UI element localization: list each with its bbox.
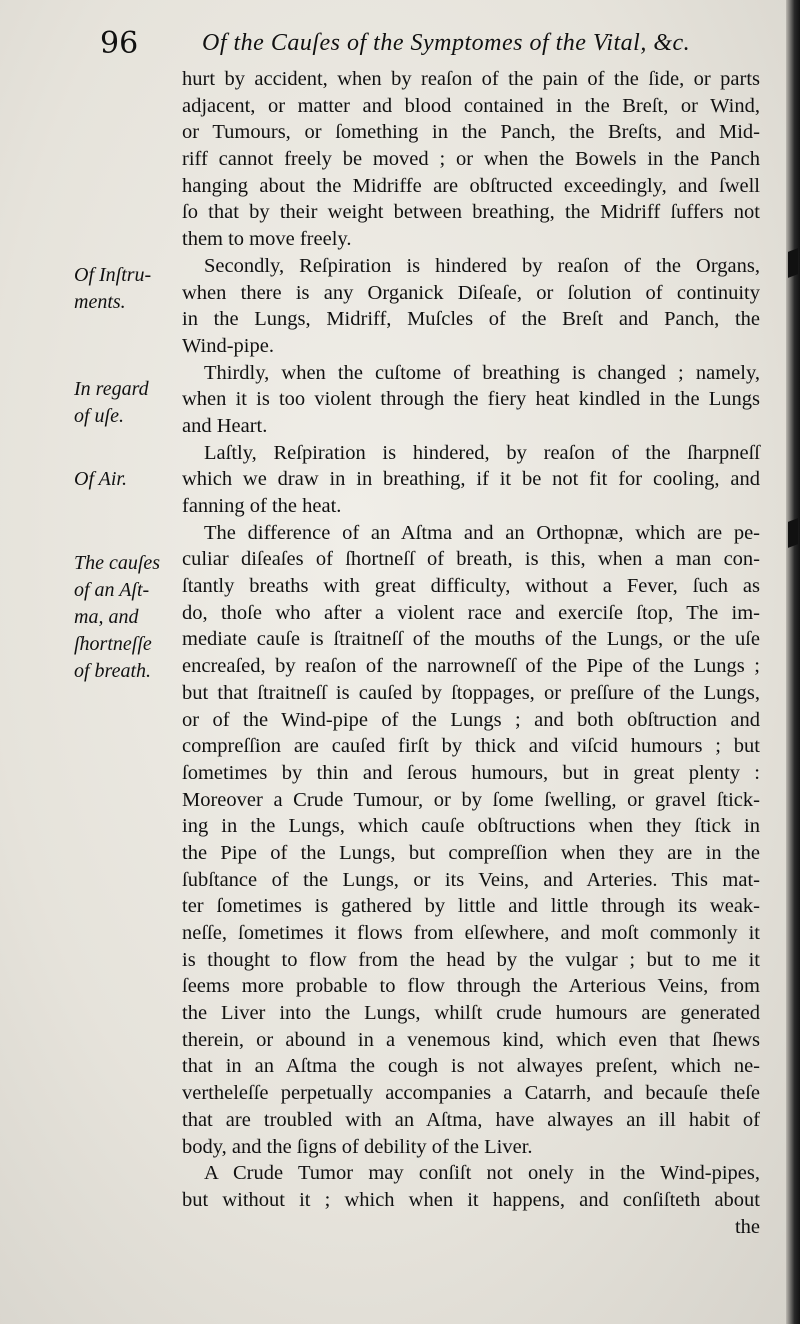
text-line: Laſtly, Reſpiration is hindered, by reaſon of the ſharpneſſ [204, 441, 760, 464]
text-line: hurt by accident, when by reaſon of the pain of the ſide, or parts [182, 68, 760, 90]
text-line: encreaſed, by reaſon of the narrowneſſ of the Pipe of the Lungs ; [182, 655, 760, 678]
text-line: ing in the Lungs, which cauſe obſtructions when they ſtick in [182, 815, 760, 838]
text-line: neſſe, ſometimes it flows from elſewhere, and moſt commonly it [182, 922, 760, 944]
margin-note-use [74, 376, 149, 430]
margin-note-line: Of Inſtru- [74, 264, 152, 286]
text-line: and Heart. [182, 414, 268, 437]
edge-shadow [788, 518, 798, 548]
text-line: or of the Wind-pipe of the Lungs ; and both obſtruction and [182, 708, 760, 731]
margin-note-line: of breath. [74, 660, 152, 682]
marginal-notes [74, 0, 184, 1324]
margin-note-line: Of Air. [74, 468, 127, 490]
text-line: but without it ; which when it happens, and conſiſteth about [182, 1188, 760, 1211]
page-header [100, 22, 760, 66]
text-line: hanging about the Midriffe are obſtructed exceedingly, and ſwell [182, 174, 760, 197]
text-line: therein, or abound in a venemous kind, which even that ſhews [182, 1028, 760, 1051]
text-line: Moreover a Crude Tumour, or by ſome ſwelling, or gravel ſtick- [182, 788, 760, 811]
margin-note-line: ſhortneſſe [74, 633, 152, 655]
margin-note-line: of an Aſt- [74, 579, 150, 601]
text-line: in the Lungs, Midriff, Muſcles of the Breſt and Panch, the [182, 308, 760, 331]
margin-note-line: In regard [74, 378, 149, 400]
text-line: Secondly, Reſpiration is hindered by reaſon of the Organs, [204, 254, 760, 277]
text-line: compreſſion are cauſed firſt by thick and viſcid humours ; but [182, 735, 760, 758]
margin-note-causes [74, 550, 160, 685]
text-line: the Liver into the Lungs, whilſt crude humours are generated [182, 1002, 760, 1025]
text-line: A Crude Tumor may conſiſt not onely in the Wind-pipes, [204, 1162, 760, 1185]
margin-note-line: The cauſes [74, 552, 161, 574]
margin-note-air [74, 466, 127, 493]
text-line: when there is any Organick Diſeaſe, or ſolution of continuity [182, 281, 760, 304]
text-line: do, thoſe who after a violent race and exerciſe ſtop, The im- [182, 601, 760, 624]
margin-note-line: of uſe. [74, 405, 124, 427]
text-line: that in an Aſtma the cough is not alwayes preſent, which ne- [182, 1055, 760, 1078]
text-line: but that ſtraitneſſ is cauſed by ſtoppages, or preſſure of the Lungs, [182, 681, 760, 704]
text-line: or Tumours, or ſomething in the Panch, the Breſts, and Mid- [182, 121, 760, 144]
text-line: culiar diſeaſes of ſhortneſſ of breath, is this, when a man con- [182, 548, 760, 571]
text-line: is thought to flow from the head by the vulgar ; but to me it [182, 948, 760, 971]
text-line: Thirdly, when the cuſtome of breathing is changed ; namely, [204, 361, 760, 384]
margin-note-line: ments. [74, 291, 126, 313]
text-line: which we draw in in breathing, if it be not fit for cooling, and [182, 468, 760, 491]
text-line: ſeems more probable to flow through the Arterious Veins, from [182, 975, 760, 998]
text-line: when it is too violent through the fiery heat kindled in the Lungs [182, 388, 760, 411]
text-line: mediate cauſe is ſtraitneſſ of the mouths of the Lungs, or the uſe [182, 628, 760, 651]
text-line: adjacent, or matter and blood contained in the Breſt, or Wind, [182, 94, 760, 117]
text-line: ſubſtance of the Lungs, or its Veins, and Arteries. This mat- [182, 868, 760, 891]
catchword: the [734, 1215, 760, 1238]
text-line: ter ſometimes is gathered by little and little through its weak- [182, 895, 760, 918]
text-line: Wind-pipe. [182, 334, 274, 357]
text-line: ſtantly breaths with great difficulty, without a Fever, ſuch as [182, 575, 760, 598]
text-line: fanning of the heat. [182, 495, 342, 517]
edge-shadow [788, 248, 798, 278]
margin-note-line: ma, and [74, 606, 139, 628]
margin-note-instruments [74, 262, 151, 316]
text-line: ſo that by their weight between breathing, the Midriff ſuffers not [182, 201, 760, 224]
text-line: that are troubled with an Aſtma, have alwayes an ill habit of [182, 1108, 760, 1131]
body-text [182, 66, 760, 1240]
text-line: vertheleſſe perpetually accompanies a Catarrh, and becauſe theſe [182, 1082, 760, 1105]
running-title: Of the Cauſes of the Symptomes of the Vital, &c. [202, 30, 691, 56]
text-line: ſometimes by thin and ſerous humours, but in great plenty : [182, 761, 760, 784]
text-line: them to move freely. [182, 228, 352, 251]
text-line: riff cannot freely be moved ; or when the Bowels in the Panch [182, 148, 760, 171]
text-line: the Pipe of the Lungs, but compreſſion when they are in the [182, 841, 760, 864]
page-edge [786, 0, 800, 1324]
text-line: The difference of an Aſtma and an Orthopnæ, which are pe- [204, 521, 760, 544]
text-line: body, and the ſigns of debility of the Liver. [182, 1135, 533, 1158]
page-number: 96 [100, 26, 139, 61]
